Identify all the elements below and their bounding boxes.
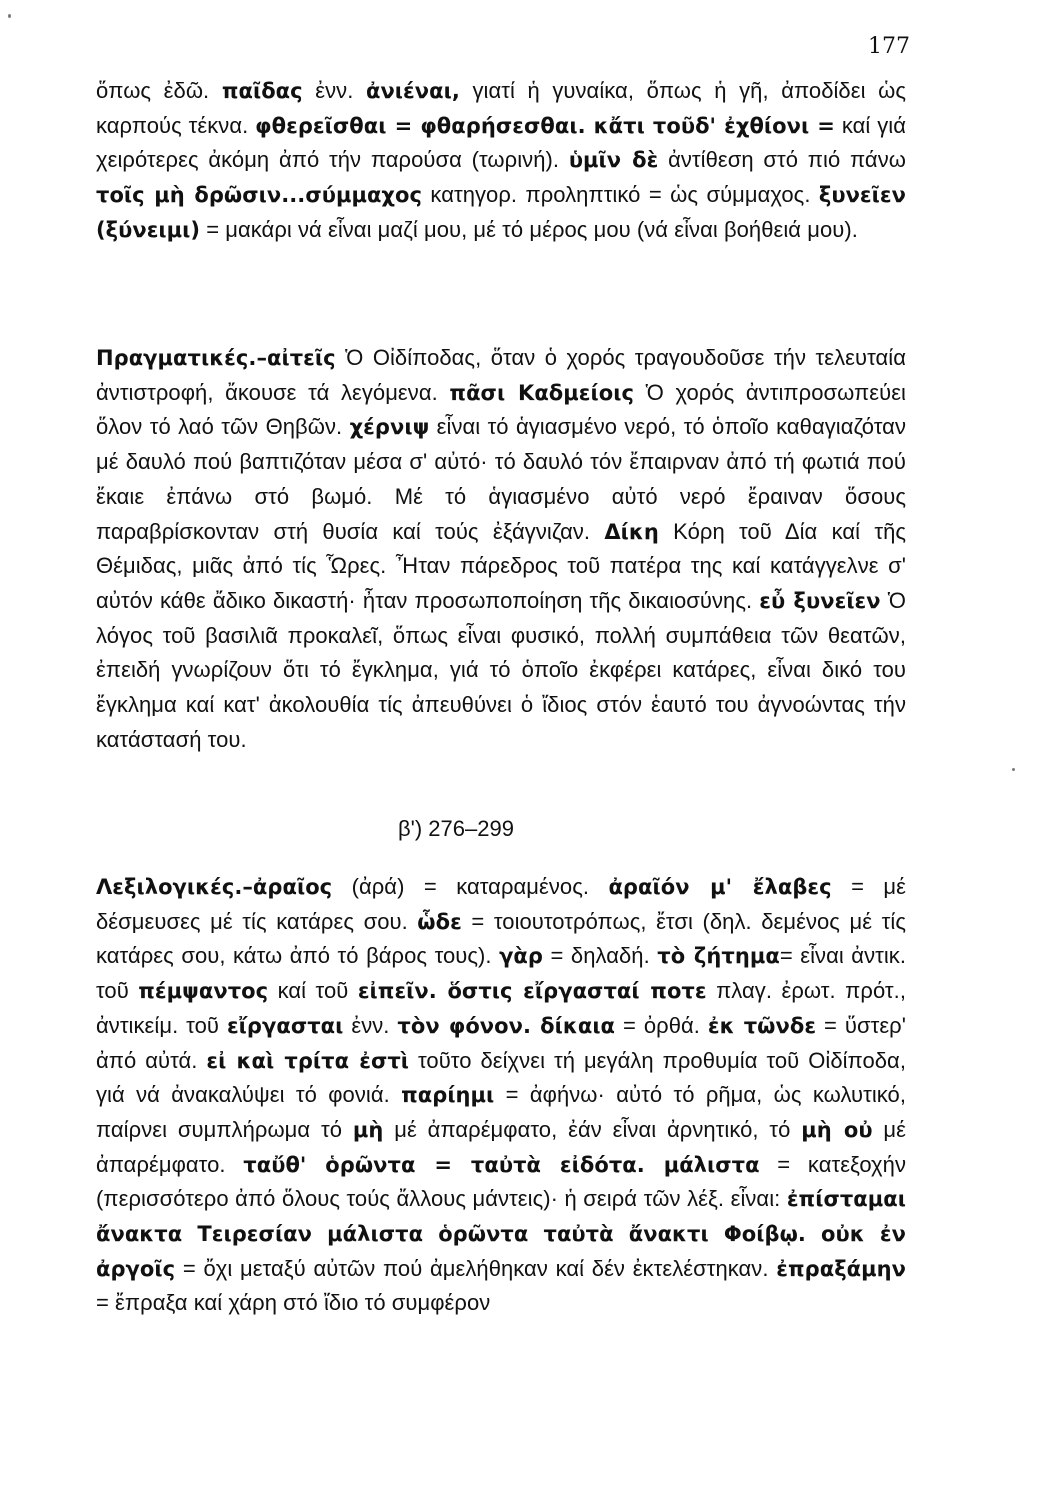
commentary-paragraph-lexilogikes bbox=[96, 870, 906, 1321]
commentary-text: = μακάρι νά εἶναι μαζί μου, μέ τό μέρος μου (νά εἶναι βοήθειά μου). bbox=[200, 216, 858, 242]
greek-term: ἐκ τῶνδε bbox=[707, 1013, 817, 1038]
commentary-text: Ὁ χορός ἀντιπροσωπεύει ὅλον τό λαό τῶν Θηβῶν. bbox=[96, 379, 906, 440]
greek-term: ἐπίσταμαι ἄνακτα Τειρεσίαν μάλιστα ὁρῶντα ταὐτὰ ἄνακτι Φοίβῳ. οὐκ ἐν ἀργοῖς bbox=[96, 1187, 906, 1281]
commentary-text: καί τοῦ bbox=[268, 978, 358, 1004]
commentary-text: Ὁ Οἰδίποδας, ὅταν ὁ χορός τραγουδοῦσε τήν τελευταία ἀντιστροφή, ἄκουσε τά λεγόμενα. bbox=[96, 345, 906, 405]
commentary-text: (ἀρά) = καταραμένος. bbox=[332, 874, 609, 899]
greek-term: τὸν φόνον. δίκαια bbox=[397, 1013, 616, 1038]
commentary-paragraph-pragmatikes bbox=[96, 341, 906, 757]
commentary-text: ἀντίθεση στό πιό πάνω bbox=[658, 147, 906, 173]
greek-term: παρίημι bbox=[401, 1083, 495, 1108]
commentary-text: = μέ δέσμευσες μέ τίς κατάρες σου. bbox=[96, 874, 907, 934]
commentary-text: = ὄχι μεταξύ αὐτῶν πού ἀμελήθηκαν καί δέν ἐκτελέστηκαν. bbox=[175, 1255, 777, 1281]
commentary-text: ἐνν. bbox=[302, 78, 366, 103]
commentary-text: Κόρη τοῦ Δία καί τῆς Θέμιδας, μιᾶς ἀπό τίς Ὧρες. Ἦταν πάρεδρος τοῦ πατέρα της καί κατάγγελνε σ' αὐτόν κάθε ἄδικο δικαστή· ἦταν προσωποποίηση τῆς δικαιοσύνης. bbox=[96, 518, 907, 613]
page-number: 177 bbox=[868, 34, 910, 59]
greek-term: Λεξιλογικές.–ἀραῖος bbox=[96, 875, 333, 899]
commentary-paragraph-1 bbox=[96, 74, 906, 248]
speck-mark bbox=[8, 14, 11, 18]
greek-term: πέμψαντος bbox=[138, 979, 269, 1004]
commentary-text: μέ ἀπαρέμφατο. bbox=[96, 1116, 906, 1177]
section-heading: β') 276–299 bbox=[398, 816, 514, 841]
greek-term: Δίκη bbox=[604, 519, 659, 544]
commentary-text: Ὁ λόγος τοῦ βασιλιᾶ προκαλεῖ, ὅπως εἶναι φυσικό, πολλή συμπάθεια τῶν θεατῶν, ἐπειδή γνωρίζουν ὅτι τό ἔγκλημα, γιά τό ὁποῖο ἐκφέρει κατάρες, εἶναι δικό του ἔγκλημα καί κατ' ἀκολουθία τίς ἀπευθύνει ὁ ἴδιος στόν ἑαυτό του ἀγνοώντας τήν κατάστασή του. bbox=[96, 587, 906, 752]
greek-term: ξυνεῖεν (ξύνειμι) bbox=[96, 183, 906, 242]
commentary-text: = κατεξοχήν (περισσότερο ἀπό ὅλους τούς ἄλλους μάντεις)· ἡ σειρά τῶν λέξ. εἶναι: bbox=[96, 1151, 906, 1212]
commentary-text: καί γιά χειρότερες ἀκόμη ἀπό τήν παρούσα (τωρινή). bbox=[96, 112, 906, 173]
greek-term: τοῖς μὴ δρῶσιν...σύμμαχος bbox=[96, 183, 423, 208]
greek-term: ἐπραξάμην bbox=[776, 1256, 906, 1281]
greek-term: τὸ ζήτημα bbox=[657, 944, 780, 969]
greek-term: εὖ ξυνεῖεν bbox=[759, 588, 881, 613]
commentary-text: πλαγ. ἐρωτ. πρότ., ἀντικείμ. τοῦ bbox=[96, 978, 906, 1038]
commentary-text: = εἶναι ἀντικ. τοῦ bbox=[96, 943, 907, 1004]
speck-mark bbox=[1012, 768, 1015, 771]
commentary-text: = ὀρθά. bbox=[615, 1012, 708, 1038]
commentary-text: κατηγορ. προληπτικό = ὡς σύμμαχος. bbox=[422, 182, 819, 208]
commentary-text: τοῦτο δείχνει τή μεγάλη προθυμία τοῦ Οἰδίποδα, γιά νά ἀνακαλύψει τό φονιά. bbox=[96, 1047, 906, 1108]
greek-term: εἰ καὶ τρίτα ἐστὶ bbox=[206, 1048, 410, 1073]
commentary-text: = δηλαδή. bbox=[543, 943, 658, 969]
greek-term: εἴργασται bbox=[226, 1013, 344, 1038]
greek-term: παῖδας bbox=[221, 79, 303, 103]
greek-term: Πραγματικές.–αἰτεῖς bbox=[96, 346, 336, 370]
greek-term: ὑμῖν δὲ bbox=[568, 148, 659, 173]
greek-term: ταὔθ' ὁρῶντα = ταὐτὰ εἰδότα. μάλιστα bbox=[243, 1152, 760, 1177]
greek-term: ὧδε bbox=[417, 909, 462, 934]
greek-term: γὰρ bbox=[499, 944, 543, 969]
commentary-text: = τοιουτοτρόπως, ἔτσι (δηλ. δεμένος μέ τίς κατάρες σου, κάτω ἀπό τό βάρος τους). bbox=[96, 908, 906, 969]
greek-term: ἀνιέναι, bbox=[365, 79, 460, 103]
greek-term: ἀραῖόν μ' ἔλαβες bbox=[608, 875, 832, 899]
greek-term: εἰπεῖν. ὅστις εἴργασταί ποτε bbox=[357, 979, 707, 1004]
greek-term: μὴ bbox=[352, 1117, 384, 1142]
greek-term: πᾶσι Καδμείοις bbox=[449, 380, 634, 405]
greek-term: μὴ οὐ bbox=[801, 1117, 873, 1142]
commentary-text: = ὕστερ' ἀπό αὐτά. bbox=[96, 1012, 906, 1073]
greek-term: φθερεῖσθαι = φθαρήσεσθαι. κἄτι τοῦδ' ἐχθίονι = bbox=[255, 113, 835, 138]
greek-term: χέρνιψ bbox=[349, 415, 430, 440]
commentary-text: μέ ἀπαρέμφατο, ἐάν εἶναι ἀρνητικό, τό bbox=[383, 1116, 802, 1142]
commentary-text: ὅπως ἐδῶ. bbox=[96, 78, 222, 103]
commentary-text: = ἀφήνω· αὐτό τό ρῆμα, ὡς κωλυτικό, παίρνει συμπλήρωμα τό bbox=[96, 1082, 906, 1142]
commentary-text: = ἔπραξα καί χάρη στό ἴδιο τό συμφέρον bbox=[96, 1290, 491, 1316]
commentary-text: ἐνν. bbox=[343, 1012, 398, 1038]
commentary-text: γιατί ἡ γυναίκα, ὅπως ἡ γῆ, ἀποδίδει ὡς καρπούς τέκνα. bbox=[96, 78, 906, 138]
commentary-text: εἶναι τό ἁγιασμένο νερό, τό ὁποῖο καθαγιαζόταν μέ δαυλό πού βαπτιζόταν μέσα σ' αὐτό· τό δαυλό τόν ἔπαιρναν ἀπό τή φωτιά πού ἔκαιε ἐπάνω στό βωμό. Μέ τό ἁγιασμένο αὐτό νερό ἔραιναν ὅσους παραβρίσκονταν στή θυσία καί τούς ἐξάγνιζαν. bbox=[96, 414, 906, 544]
